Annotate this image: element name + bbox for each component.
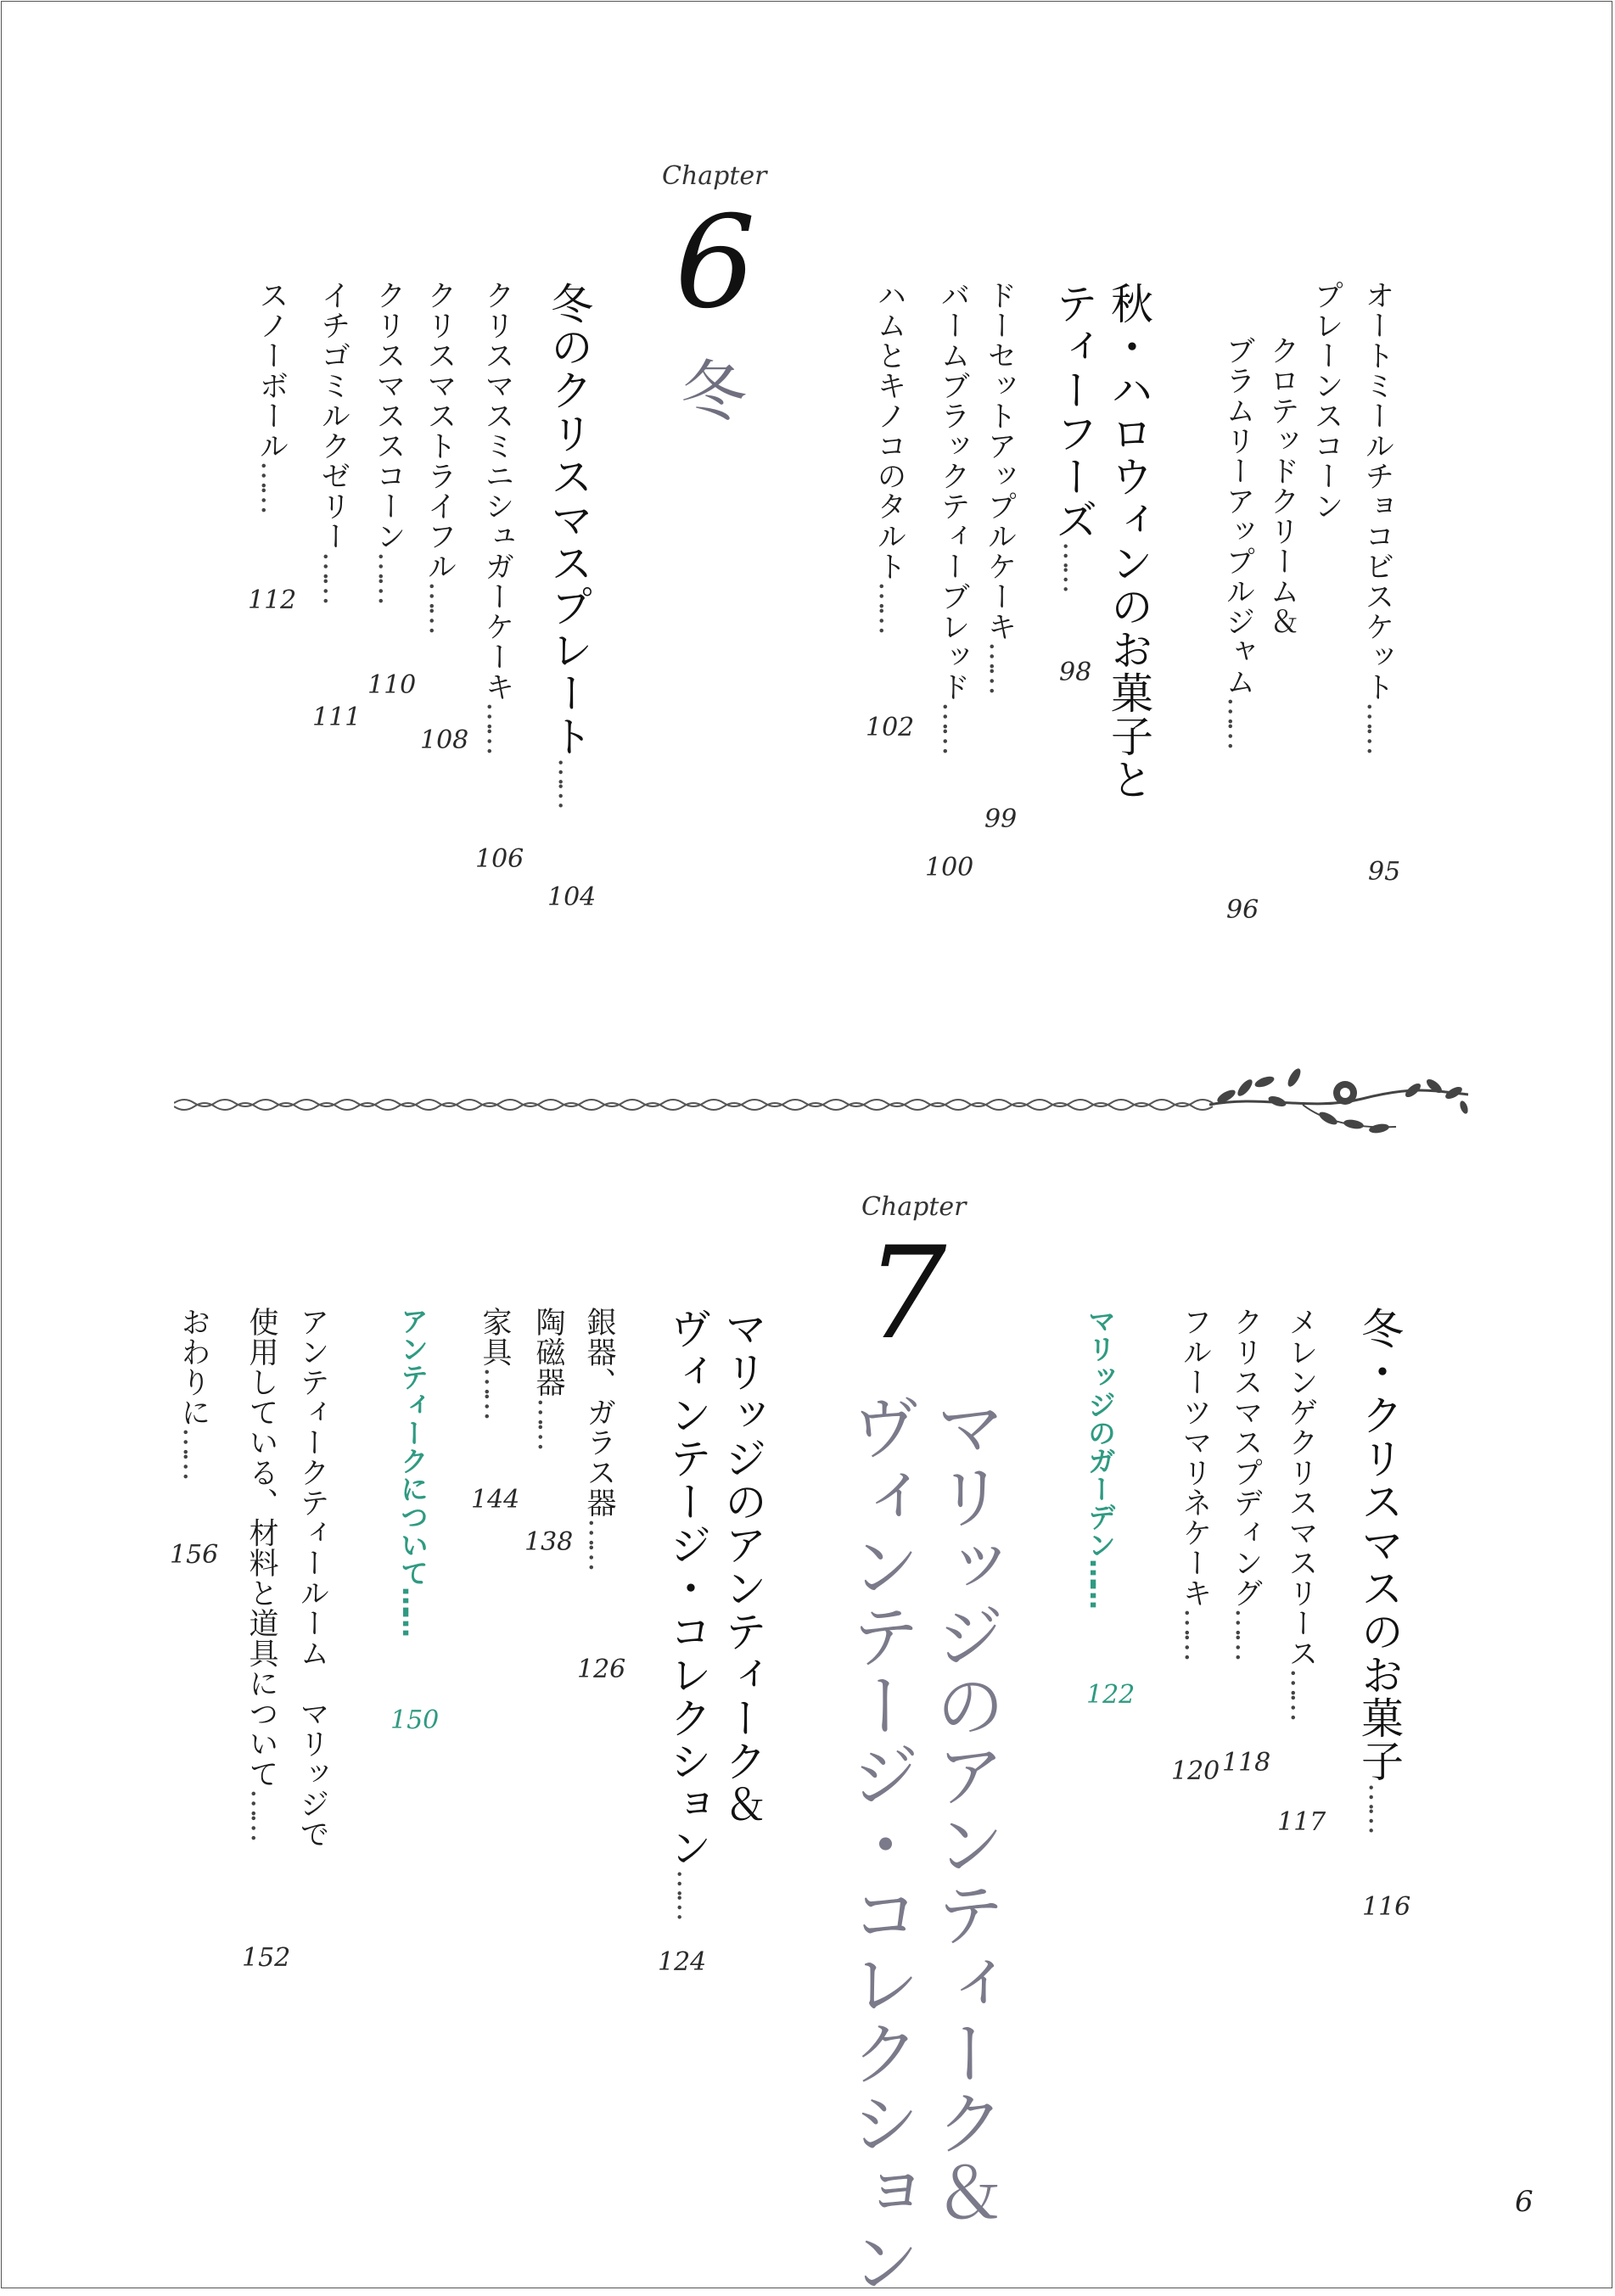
toc-entry[interactable] [1362,280,1392,751]
leader-dots: …… [872,581,906,630]
leader-dots: …… [670,1869,704,1917]
page-number: 122 [1086,1680,1136,1710]
leader-dots: …… [244,1789,278,1838]
toc-entry[interactable] [936,280,970,751]
page-number: 138 [524,1527,574,1557]
page-number: 99 [984,804,1018,834]
leader-dots: …… [582,1517,616,1567]
page-number: 118 [1222,1748,1271,1778]
toc-entry[interactable] [533,1307,563,1447]
leader-dots: …… [936,702,970,751]
chapter6-title: 冬 [670,356,746,423]
page-folio: 6 [1515,2185,1534,2219]
toc-entry[interactable] [318,280,348,601]
entry-title: ブラムリーアップルジャム [1221,335,1255,697]
toc-entry[interactable] [584,1307,614,1567]
toc-entry-heading[interactable] [1049,282,1098,589]
entry-title: 秋・ハロウィンのお菓子と [1104,282,1153,801]
entry-title: プレーンスコーン [1309,280,1343,521]
entry-title: 銀器、ガラス器 [582,1307,616,1518]
toc-entry-heading[interactable] [544,282,593,805]
leader-dots: …… [480,702,514,751]
page-number: 98 [1059,658,1092,687]
chapter6-label: Chapter [662,161,767,191]
chapter7-number: 7 [866,1220,947,1368]
leader-dots: …… [1178,1608,1212,1657]
page-number: 126 [577,1655,626,1684]
leader-dots: …… [531,1397,565,1447]
page-number: 108 [420,725,469,755]
toc-entry-heading[interactable] [663,1307,712,1917]
toc-entry-heading[interactable] [1104,282,1153,801]
page-number: 112 [248,585,297,615]
page-number: 96 [1226,895,1259,925]
toc-entry[interactable] [983,280,1017,691]
entry-title: 家具 [478,1307,512,1367]
toc-entry[interactable] [874,280,904,630]
entry-title: スノーボール [255,280,289,461]
entry-title: 陶磁器 [531,1307,565,1397]
page-number: 104 [547,882,597,912]
entry-title: クリスマストライフル [423,280,457,581]
leader-dots: …… [423,581,457,630]
leader-dots: …… [1229,1608,1263,1657]
leader-dots: …… [396,1587,429,1632]
entry-title: メレンゲクリスマスリース [1284,1307,1318,1668]
page-number: 144 [471,1485,520,1515]
entry-title: ヴィンテージ・コレクション [663,1307,712,1869]
page-number: 150 [390,1705,440,1735]
chapter6-number: 6 [675,189,756,337]
toc-entry[interactable] [478,1307,512,1416]
toc-entry[interactable] [1284,1307,1318,1717]
toc-entry[interactable] [1178,1307,1212,1657]
page-number: 152 [242,1943,291,1973]
toc-entry-heading[interactable] [1354,1307,1404,1830]
page-number: 156 [170,1540,219,1570]
entry-title: アンティークティールーム マリッジで [295,1307,329,1849]
leader-dots: …… [1284,1668,1318,1717]
toc-entry[interactable] [1311,280,1341,521]
entry-title: クリスマスプディング [1229,1307,1263,1608]
page-number: 106 [475,844,524,874]
leader-dots: …… [1057,541,1091,589]
entry-title: 冬・クリスマスのお菓子 [1354,1307,1404,1783]
page-number: 117 [1277,1807,1326,1837]
leader-dots: …… [255,461,289,510]
leader-dots: …… [552,758,586,805]
leader-dots: …… [1362,1783,1396,1830]
floral-divider [174,1044,1472,1145]
page-number: 110 [367,670,417,700]
entry-title: クロテッドクリーム＆ [1265,335,1299,636]
page-number: 124 [658,1947,707,1977]
entry-title: ハムとキノコのタルト [872,280,906,581]
entry-title: オートミールチョコビスケット [1360,280,1394,702]
toc-entry[interactable] [297,1307,327,1849]
leader-dots: …… [317,551,350,601]
toc-entry[interactable] [482,280,512,751]
entry-title: ティーフーズ [1049,282,1098,541]
leader-dots: …… [1084,1559,1117,1604]
toc-entry[interactable] [1223,335,1253,746]
entry-title: イチゴミルクゼリー [317,280,350,552]
page-number: 111 [312,703,362,732]
entry-title: 使用している、材料と道具について [244,1307,278,1789]
entry-title: ドーセットアップルケーキ [983,280,1017,641]
toc-entry-heading[interactable] [718,1307,767,1826]
chapter7-label: Chapter [861,1192,967,1222]
toc-entry[interactable] [1229,1307,1263,1657]
entry-title: クリスマススコーン [372,280,406,552]
entry-title: フルーツマリネケーキ [1178,1307,1212,1608]
entry-title: マリッジのアンティーク＆ [718,1307,767,1826]
toc-entry[interactable] [423,280,457,630]
page-number: 95 [1368,857,1401,887]
leader-dots: …… [478,1367,512,1416]
entry-title: クリスマスミニシュガーケーキ [480,280,514,702]
leader-dots: …… [1360,702,1394,751]
toc-entry-antique[interactable] [396,1307,429,1632]
leader-dots: …… [983,641,1017,691]
toc-entry[interactable] [246,1307,276,1838]
entry-title: バームブラックティーブレッド [936,280,970,702]
chapter7-title-line2: ヴィンテージ・コレクション [839,1392,920,2296]
leader-dots: …… [372,551,406,601]
entry-title: おわりに [177,1307,210,1427]
toc-entry[interactable] [178,1307,208,1476]
chapter7-title-line1: マリッジのアンティーク＆ [924,1392,1005,2226]
page-number: 120 [1171,1756,1220,1786]
page-number: 116 [1362,1892,1411,1922]
toc-entry-garden[interactable] [1084,1307,1117,1604]
entry-title: 冬のクリスマスプレート [544,282,593,758]
toc-entry[interactable] [1267,335,1297,636]
entry-title: アンティークについて [396,1307,429,1587]
toc-entry[interactable] [372,280,406,601]
entry-title: マリッジのガーデン [1084,1307,1117,1559]
page-number: 102 [866,713,915,742]
leader-dots: …… [177,1427,210,1476]
leader-dots: …… [1221,697,1255,746]
toc-entry[interactable] [255,280,289,510]
page-number: 100 [925,853,974,882]
